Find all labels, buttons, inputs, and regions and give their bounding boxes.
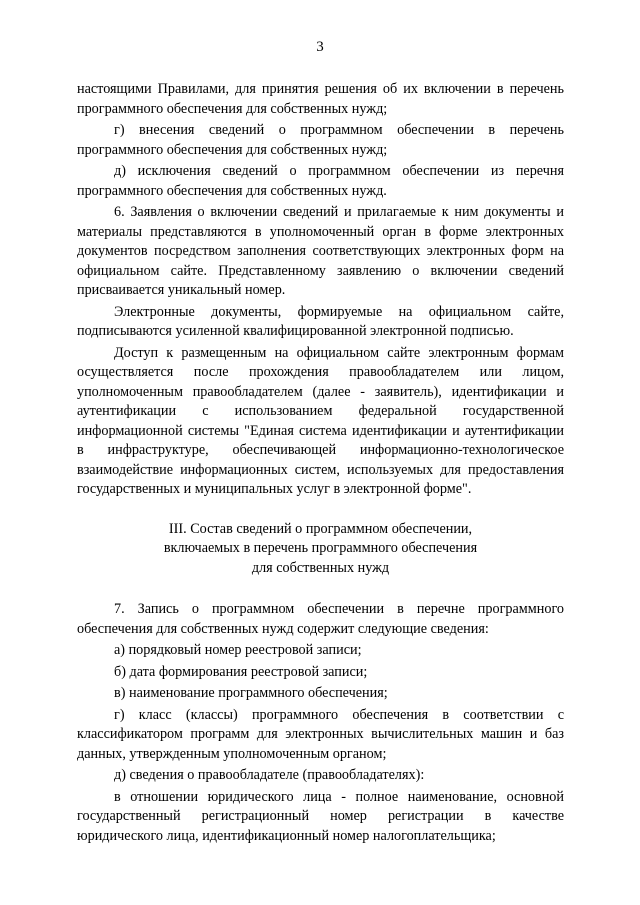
section-heading-line: включаемых в перечень программного обеспечения bbox=[163, 540, 478, 556]
section-heading-line: для собственных нужд bbox=[251, 559, 390, 576]
document-body bbox=[77, 80, 564, 846]
page-number: 3 bbox=[316, 39, 324, 55]
paragraph: 6. Заявления о включении сведений и прилагаемые к ним документы и материалы представляются в уполномоченный орган в форме электронных документов посредством заполнения соответствующих электронных форм на официальном сайте. Представленному заявлению о включении сведений присваивается уникальный номер. bbox=[77, 204, 564, 298]
paragraph: 7. Запись о программном обеспечении в перечне программного обеспечения для собственных нужд содержит следующие сведения: bbox=[77, 601, 564, 637]
section-heading bbox=[77, 520, 564, 579]
section-heading-line: III. Состав сведений о программном обеспечении, bbox=[168, 520, 473, 537]
paragraph: г) внесения сведений о программном обеспечении в перечень программного обеспечения для собственных нужд; bbox=[77, 122, 564, 158]
paragraph: б) дата формирования реестровой записи; bbox=[114, 663, 368, 680]
paragraph: Доступ к размещенным на официальном сайте электронным формам осуществляется после прохождения правообладателем или лицом, уполномоченным правообладателем (далее - заявитель), идентификации и аутентификации с использованием федеральной государственной информационной системы "Единая система идентификации и аутентификации в инфраструктуре, обеспечивающей информационно-технологическое взаимодействие информационных систем, используемых для предоставления государственных и муниципальных услуг в электронной форме". bbox=[77, 344, 564, 497]
paragraphs-before-heading bbox=[77, 80, 564, 500]
paragraph: д) исключения сведений о программном обеспечении из перечня программного обеспечения для собственных нужд. bbox=[77, 163, 564, 199]
paragraph: Электронные документы, формируемые на официальном сайте, подписываются усиленной квалифицированной электронной подписью. bbox=[77, 303, 564, 339]
paragraph: в) наименование программного обеспечения; bbox=[114, 685, 388, 701]
paragraph: а) порядковый номер реестровой записи; bbox=[114, 642, 362, 658]
paragraph: настоящими Правилами, для принятия решения об их включении в перечень программного обеспечения для собственных нужд; bbox=[77, 81, 564, 117]
paragraph: г) класс (классы) программного обеспечения в соответствии с классификатором программ для электронных вычислительных машин и баз данных, утвержденным уполномоченным органом; bbox=[77, 706, 564, 762]
paragraph: д) сведения о правообладателе (правообладателях): bbox=[114, 767, 425, 783]
paragraphs-after-heading bbox=[77, 600, 564, 846]
paragraph: в отношении юридического лица - полное наименование, основной государственный регистрационный номер регистрации в качестве юридического лица, идентификационный номер налогоплательщика; bbox=[77, 788, 564, 844]
